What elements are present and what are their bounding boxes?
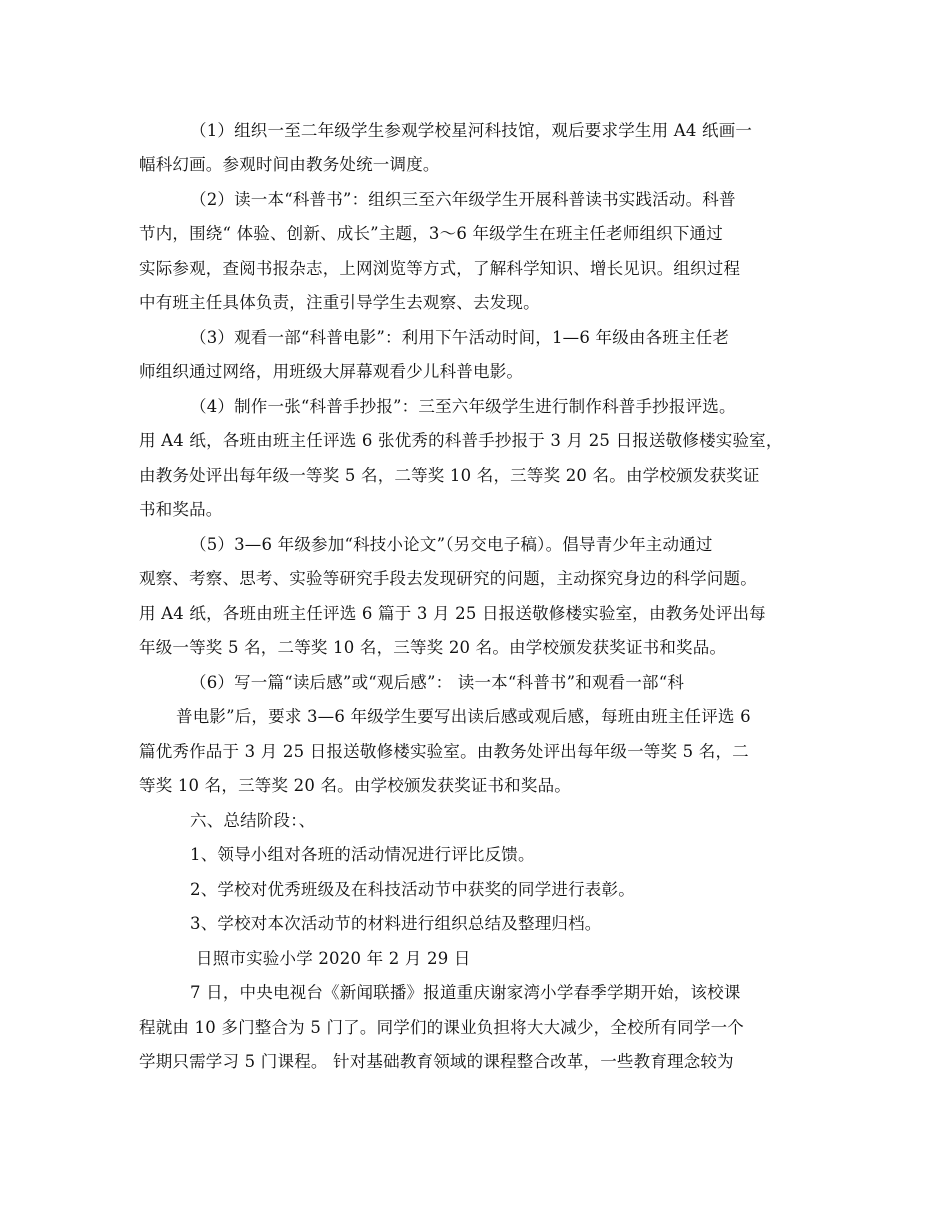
text-line: 3、学校对本次活动节的材料进行组织总结及整理归档。	[190, 914, 602, 933]
text-line: （2）读一本“科普书”：组织三至六年级学生开展科普读书实践活动。科普	[190, 190, 736, 209]
text-line: 幅科幻画。参观时间由教务处统一调度。	[139, 155, 440, 174]
text-line: 程就由 10 多门整合为 5 门了。同学们的课业负担将大大减少，全校所有同学一个	[139, 1018, 744, 1037]
text-line: 节内，围绕“ 体验、创新、成长”主题，3～6 年级学生在班主任老师组织下通过	[139, 224, 723, 243]
text-line: 2、学校对优秀班级及在科技活动节中获奖的同学进行表彰。	[190, 880, 635, 899]
text-line: 实际参观，查阅书报杂志，上网浏览等方式，了解科学知识、增长见识。组织过程	[139, 259, 741, 278]
text-line: 学期只需学习 5 门课程。 针对基础教育领域的课程整合改革，一些教育理念较为	[139, 1052, 734, 1071]
text-line: 书和奖品。	[139, 500, 223, 519]
text-line: 由教务处评出每年级一等奖 5 名，二等奖 10 名，三等奖 20 名。由学校颁发获奖证	[139, 466, 760, 485]
text-line: 年级一等奖 5 名，二等奖 10 名，三等奖 20 名。由学校颁发获奖证书和奖品。	[139, 638, 727, 657]
text-line: 7 日，中央电视台《新闻联播》报道重庆谢家湾小学春季学期开始，该校课	[190, 983, 741, 1002]
text-line: 用 A4 纸，各班由班主任评选 6 张优秀的科普手抄报于 3 月 25 日报送敬修楼实验室，	[139, 431, 783, 450]
text-line: （5）3—6 年级参加“科技小论文”（另交电子稿）。倡导青少年主动通过	[190, 535, 713, 554]
text-line: 等奖 10 名，三等奖 20 名。由学校颁发获奖证书和奖品。	[139, 776, 571, 795]
text-line: 普电影”后，要求 3—6 年级学生要写出读后感或观后感，每班由班主任评选 6	[176, 707, 751, 726]
text-line: 篇优秀作品于 3 月 25 日报送敬修楼实验室。由教务处评出每年级一等奖 5 名，二	[139, 742, 749, 761]
text-line: 观察、考察、思考、实验等研究手段去发现研究的问题，主动探究身边的科学问题。	[139, 569, 757, 588]
text-line: （6）写一篇“读后感”或“观后感”： 读一本“科普书”和观看一部“科	[190, 673, 685, 692]
text-line: （1）组织一至二年级学生参观学校星河科技馆，观后要求学生用 A4 纸画一	[190, 121, 753, 140]
text-line: （4）制作一张“科普手抄报”：三至六年级学生进行制作科普手抄报评选。	[190, 397, 736, 416]
signature-line: 日照市实验小学 2020 年 2 月 29 日	[196, 949, 471, 968]
text-line: 中有班主任具体负责，注重引导学生去观察、去发现。	[139, 293, 540, 312]
text-line: （3）观看一部“科普电影”：利用下午活动时间，1—6 年级由各班主任老	[190, 328, 730, 347]
section-heading: 六、总结阶段：、	[190, 811, 316, 830]
text-line: 师组织通过网络，用班级大屏幕观看少儿科普电影。	[139, 362, 524, 381]
text-line: 用 A4 纸，各班由班主任评选 6 篇于 3 月 25 日报送敬修楼实验室，由教务处评出每	[139, 604, 766, 623]
text-line: 1、领导小组对各班的活动情况进行评比反馈。	[190, 845, 535, 864]
